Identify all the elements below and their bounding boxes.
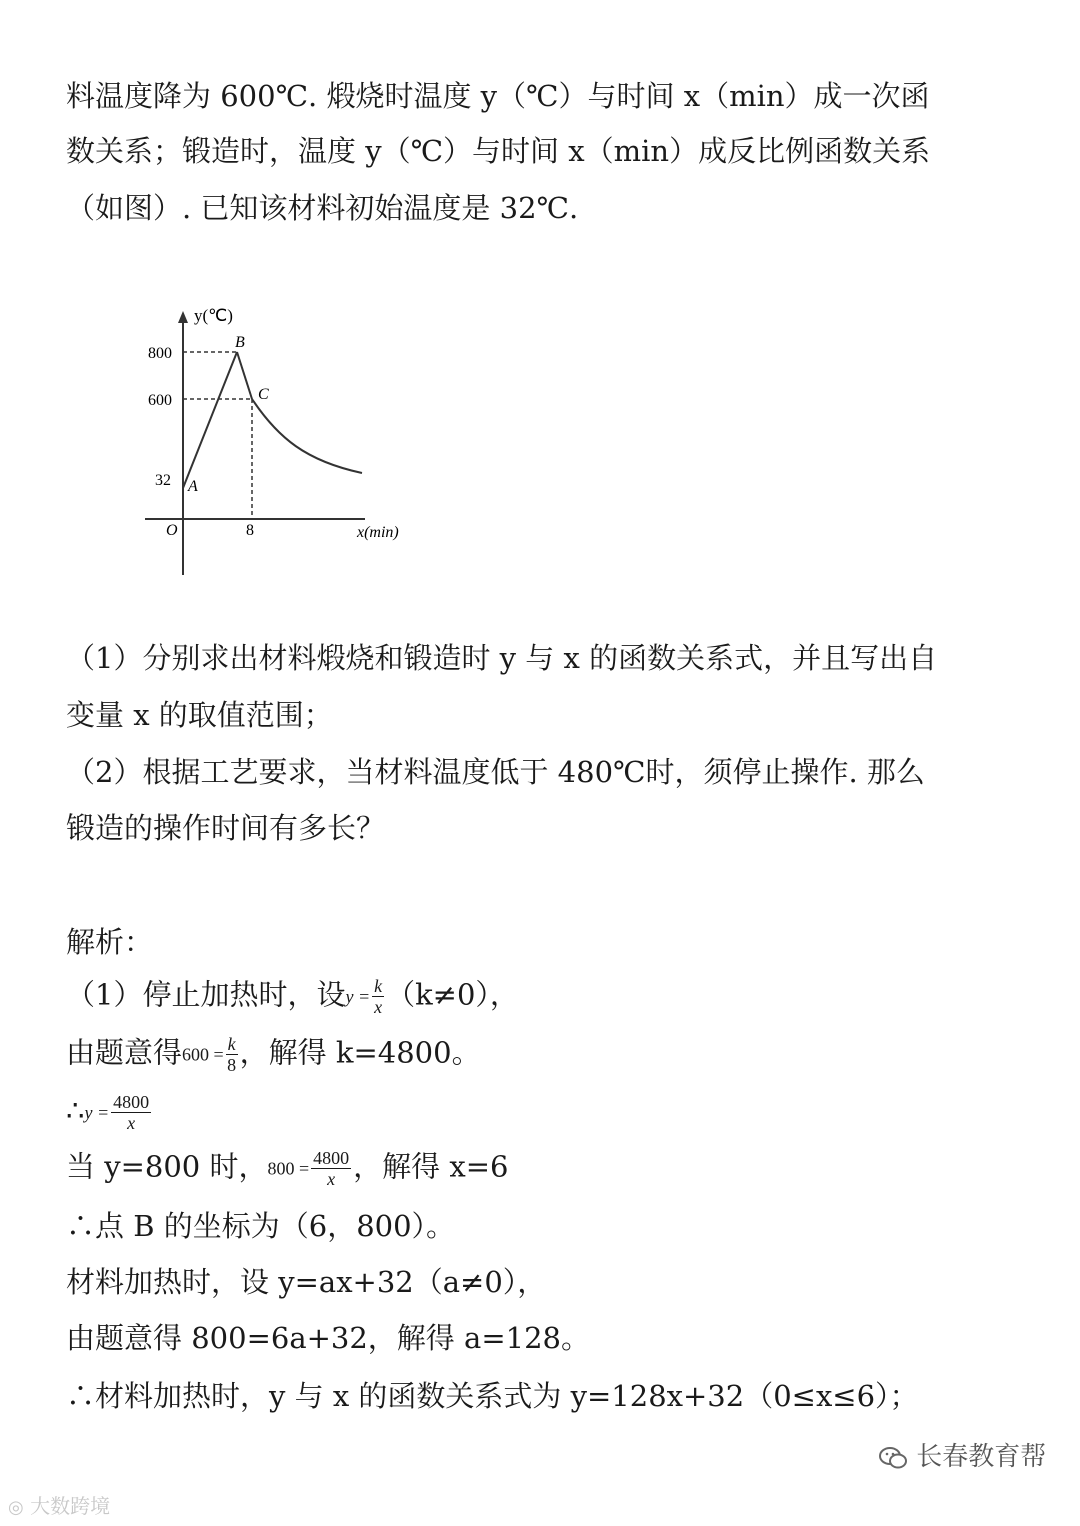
function-graph	[130, 295, 430, 585]
step-1-fraction	[372, 976, 384, 1017]
solution-step-6: 材料加热时，设 y=ax+32（a≠0），	[66, 1265, 547, 1299]
step-3-lhs: y =	[84, 1102, 110, 1123]
step-4-fraction	[311, 1148, 351, 1189]
intro-line-1: 料温度降为 600℃. 煅烧时温度 y（℃）与时间 x（min）成一次函	[66, 79, 930, 113]
question-1-line-1: （1）分别求出材料煅烧和锻造时 y 与 x 的函数关系式，并且写出自	[66, 641, 938, 675]
wechat-icon	[878, 1445, 908, 1471]
solution-step-5: ∴点 B 的坐标为（6，800）。	[66, 1209, 456, 1243]
solution-step-2	[66, 1034, 481, 1075]
step-4-prefix: 当 y=800 时，	[66, 1149, 268, 1184]
right-watermark	[878, 1436, 1046, 1473]
step-2-suffix: ，解得 k=4800。	[239, 1035, 481, 1070]
fraction-numerator: k	[227, 1034, 236, 1054]
step-1-prefix: （1）停止加热时，设	[66, 977, 346, 1012]
step-4-suffix: ，解得 x=6	[353, 1149, 509, 1184]
point-label-a: A	[188, 478, 198, 495]
segment-bc	[237, 352, 252, 399]
left-watermark-text: 大数跨境	[30, 1494, 111, 1518]
step-1-lhs: y =	[345, 986, 371, 1007]
solution-step-7: 由题意得 800=6a+32，解得 a=128。	[66, 1321, 590, 1355]
point-label-b: B	[235, 334, 245, 351]
fraction-denominator: x	[127, 1113, 136, 1133]
inverse-curve	[252, 399, 362, 473]
y-tick-32: 32	[155, 472, 171, 489]
y-axis-arrow	[178, 311, 188, 323]
question-2-line-2: 锻造的操作时间有多长？	[66, 811, 386, 845]
solution-step-4	[66, 1148, 508, 1189]
solution-heading: 解析：	[66, 925, 154, 959]
fraction-numerator: 4800	[313, 1148, 350, 1168]
fraction-denominator: x	[327, 1169, 336, 1189]
point-label-c: C	[258, 386, 269, 403]
x-tick-8: 8	[246, 522, 254, 539]
solution-step-1	[66, 976, 519, 1017]
question-1-line-2: 变量 x 的取值范围；	[66, 698, 333, 732]
step-1-suffix: （k≠0），	[386, 977, 519, 1012]
fraction-numerator: k	[374, 976, 383, 996]
fraction-denominator: x	[374, 997, 383, 1017]
question-2-line-1: （2）根据工艺要求，当材料温度低于 480℃时，须停止操作. 那么	[66, 755, 925, 789]
step-2-fraction	[226, 1034, 238, 1075]
solution-step-3	[66, 1092, 153, 1133]
step-4-lhs: 800 =	[267, 1158, 310, 1179]
y-axis-label: y(℃)	[194, 306, 233, 325]
fraction-numerator: 4800	[113, 1092, 150, 1112]
step-2-prefix: 由题意得	[66, 1035, 183, 1070]
y-tick-800: 800	[148, 345, 172, 362]
step-2-lhs: 600 =	[182, 1044, 224, 1065]
x-axis-label: x(min)	[357, 524, 399, 541]
right-watermark-text: 长春教育帮	[916, 1442, 1047, 1472]
solution-step-8: ∴材料加热时，y 与 x 的函数关系式为 y=128x+32（0≤x≤6）；	[66, 1379, 919, 1413]
step-3-fraction	[111, 1092, 151, 1133]
fraction-denominator: 8	[227, 1055, 237, 1075]
intro-line-3: （如图）. 已知该材料初始温度是 32℃.	[66, 191, 579, 225]
y-tick-600: 600	[148, 392, 172, 409]
therefore-symbol: ∴	[66, 1093, 85, 1128]
watermark-logo-icon: ◎	[8, 1497, 24, 1518]
origin-label: O	[166, 522, 178, 539]
segment-ab	[183, 352, 237, 488]
intro-line-2: 数关系；锻造时，温度 y（℃）与时间 x（min）成反比例函数关系	[66, 134, 931, 168]
left-watermark	[8, 1490, 110, 1519]
